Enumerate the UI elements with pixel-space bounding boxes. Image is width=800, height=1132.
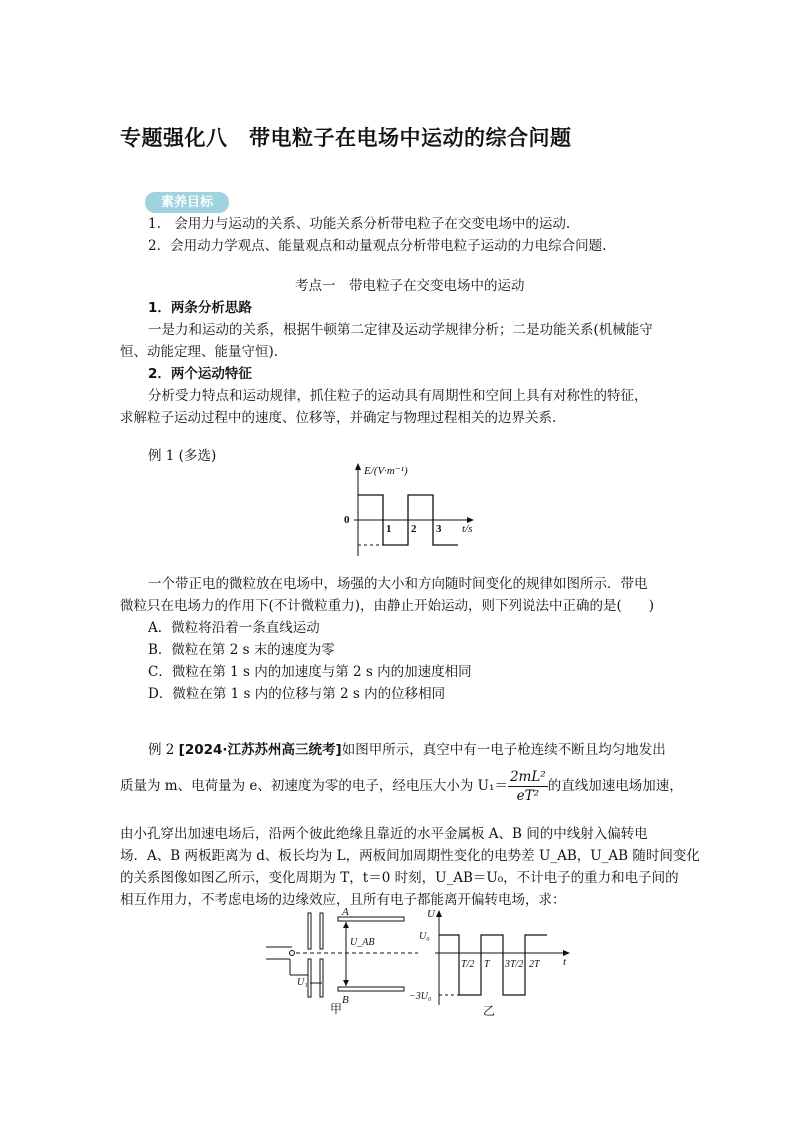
option-a: A．微粒将沿着一条直线运动	[148, 620, 320, 636]
graph-tick: T	[484, 959, 490, 970]
example-2-line: 相互作用力，不考虑电场的边缘效应，且所有电子都能离开偏转电场，求：	[120, 892, 566, 908]
example-2-text: 如图甲所示，真空中有一电子枪连续不断且均匀地发出	[341, 742, 666, 758]
question-stem: 微粒只在电场力的作用下(不计微粒重力)，由静止开始运动，则下列说法中正确的是( )	[120, 598, 655, 614]
graph-y-label: U	[427, 908, 435, 920]
paragraph-line: 一是力和运动的关系，根据牛顿第二定律及运动学规律分析；二是功能关系(机械能守	[148, 322, 653, 338]
example-1-label: 例 1 (多选)	[148, 448, 217, 464]
example-2-text: 质量为 m、电荷量为 e、初速度为零的电子，经电压大小为 U₁＝	[120, 778, 508, 794]
neg-3u0-label: −3U₀	[409, 991, 432, 1002]
u0-label: U₀	[419, 931, 430, 942]
figure-caption-yi: 乙	[483, 1004, 496, 1018]
example-2-line: 场．A、B 两板距离为 d、板长均为 L，两板间加周期性变化的电势差 U_AB，U_AB 随时间变化	[120, 848, 700, 864]
fraction-denominator: eT²	[516, 788, 540, 804]
option-c: C．微粒在第 1 s 内的加速度与第 2 s 内的加速度相同	[148, 664, 472, 680]
paragraph-line: 分析受力特点和运动规律，抓住粒子的运动具有周期性和空间上具有对称性的特征，	[148, 388, 648, 404]
goals-badge: 素养目标	[145, 192, 229, 213]
graph-y-label: E/(V·m⁻¹)	[364, 465, 408, 477]
graph-tick: 2	[411, 523, 417, 535]
graph-tick: 3	[436, 523, 442, 535]
graph-x-label: t/s	[462, 523, 473, 535]
paragraph-line: 求解粒子运动过程中的速度、位移等，并确定与物理过程相关的边界关系.	[120, 410, 557, 426]
apparatus-diagram	[260, 905, 420, 1015]
plate-a-label: A	[342, 906, 349, 918]
graph-x-label: t	[563, 956, 567, 968]
fraction-numerator: 2mL²	[509, 769, 546, 785]
page-title: 专题强化八 带电粒子在电场中运动的综合问题	[120, 126, 572, 150]
subheading-1: 1．两条分析思路	[148, 300, 252, 316]
question-stem: 一个带正电的微粒放在电场中，场强的大小和方向随时间变化的规律如图所示．带电	[148, 576, 648, 592]
figure-caption-jia: 甲	[330, 1002, 343, 1015]
uab-label: U_AB	[350, 937, 375, 948]
goal-item-1: 1. 会用力与运动的关系、功能关系分析带电粒子在交变电场中的运动.	[148, 216, 571, 232]
paragraph-line: 恒、动能定理、能量守恒).	[120, 344, 279, 360]
example-2-source: [2024·江苏苏州高三统考]	[178, 742, 342, 758]
plate-b-label: B	[342, 994, 349, 1006]
graph-tick: 2T	[529, 959, 540, 970]
example-2-line-1	[148, 739, 666, 761]
example-2-line-2	[120, 768, 683, 805]
graph-tick: 1	[386, 523, 392, 535]
graph-tick: T/2	[461, 959, 475, 970]
example-2-text: 的直线加速电场加速，	[547, 778, 683, 794]
option-b: B．微粒在第 2 s 末的速度为零	[148, 642, 335, 658]
example-2-label: 例 2	[148, 742, 179, 758]
graph-origin: 0	[344, 514, 350, 526]
u1-label: U₁	[297, 977, 308, 988]
section-heading: 考点一 带电粒子在交变电场中的运动	[295, 278, 525, 294]
voltage-time-graph	[405, 905, 575, 1020]
example-2-line: 的关系图像如图乙所示，变化周期为 T，t＝0 时刻，U_AB＝U₀，不计电子的重力和电子间的	[120, 870, 679, 886]
example-2-line: 由小孔穿出加速电场后，沿两个彼此绝缘且靠近的水平金属板 A、B 间的中线射入偏转电	[120, 826, 648, 842]
subheading-2: 2．两个运动特征	[148, 366, 252, 382]
goal-item-2: 2．会用动力学观点、能量观点和动量观点分析带电粒子运动的力电综合问题.	[148, 238, 607, 254]
option-d: D．微粒在第 1 s 内的位移与第 2 s 内的位移相同	[148, 686, 446, 702]
graph-tick: 3T/2	[505, 959, 524, 970]
field-time-graph	[330, 460, 490, 560]
voltage-fraction	[508, 768, 548, 805]
